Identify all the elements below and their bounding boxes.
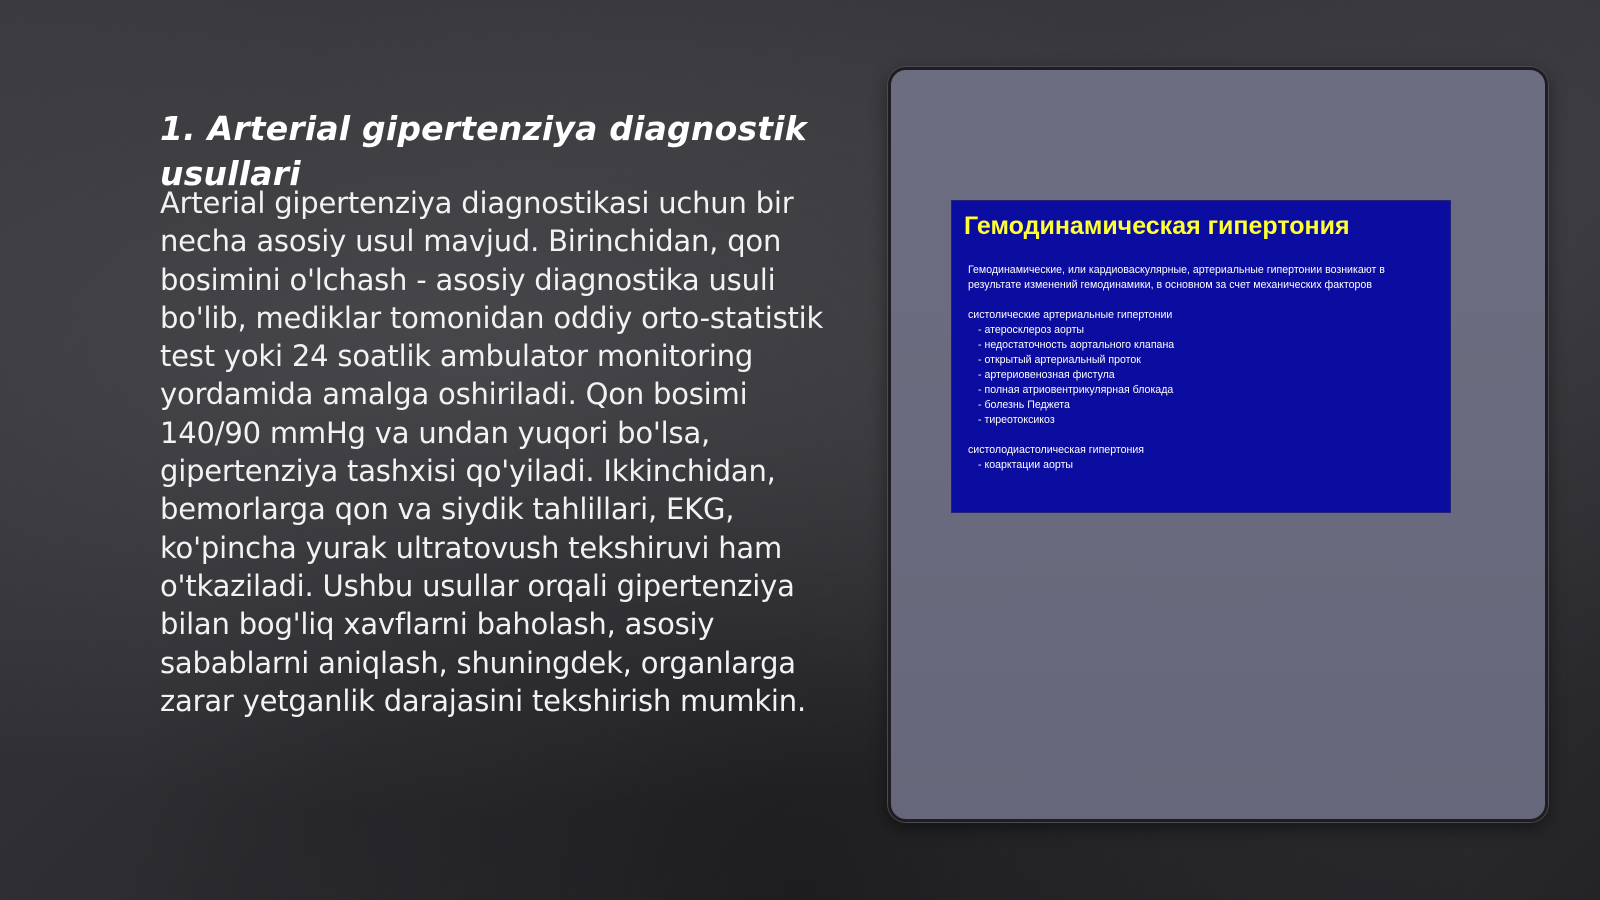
list-item: - артериовенозная фистула [978,368,1436,383]
list-item: - открытый артериальный проток [978,353,1436,368]
slide-body-text: Arterial gipertenziya diagnostikasi uchun bir necha asosiy usul mavjud. Birinchidan, qon bosimini o'lchash - asosiy diagnostika usuli bo'lib, mediklar tomonidan oddiy orto-statistik test yoki 24 soatlik ambulator monitoring yordamida amalga oshiriladi. Qon bosimi 140/90 mmHg va undan yuqori bo'lsa, gipertenziya tashxisi qo'yiladi. Ikkinchidan, bemorlarga qon va siydik tahlillari, EKG, ko'pincha yurak ultratovush tekshiruvi ham o'tkaziladi. Ushbu usullar orqali gipertenziya bilan bog'liq xavflarni baholash, asosiy sabablarni aniqlash, shuningdek, organlarga zarar yetganlik darajasini tekshirish mumkin. [160,186,824,718]
embedded-slide-title: Гемодинамическая гипертония [964,212,1350,240]
systodiastolic-list [968,458,1436,473]
slide-title: 1. Arterial gipertenziya diagnostik usullari [160,109,807,193]
list-item: - полная атриовентрикулярная блокада [978,383,1436,398]
list-item: - болезнь Педжета [978,398,1436,413]
systolic-group [968,308,1436,428]
picture-frame [888,67,1548,822]
list-item: - атеросклероз аорты [978,323,1436,338]
embedded-slide-intro: Гемодинамические, или кардиоваскулярные, артериальные гипертонии возникают в результате изменений гемодинамики, в основном за счет механических факторов [968,264,1385,291]
systodiastolic-group-title: систолодиастолическая гипертония [968,444,1144,456]
systodiastolic-group [968,443,1436,473]
list-item: - тиреотоксикоз [978,413,1436,428]
systolic-group-title: систолические артериальные гипертонии [968,309,1173,321]
list-item: - коарктации аорты [978,458,1436,473]
list-item: - недостаточность аортального клапана [978,338,1436,353]
embedded-slide-image [951,200,1451,513]
systolic-list [968,323,1436,428]
